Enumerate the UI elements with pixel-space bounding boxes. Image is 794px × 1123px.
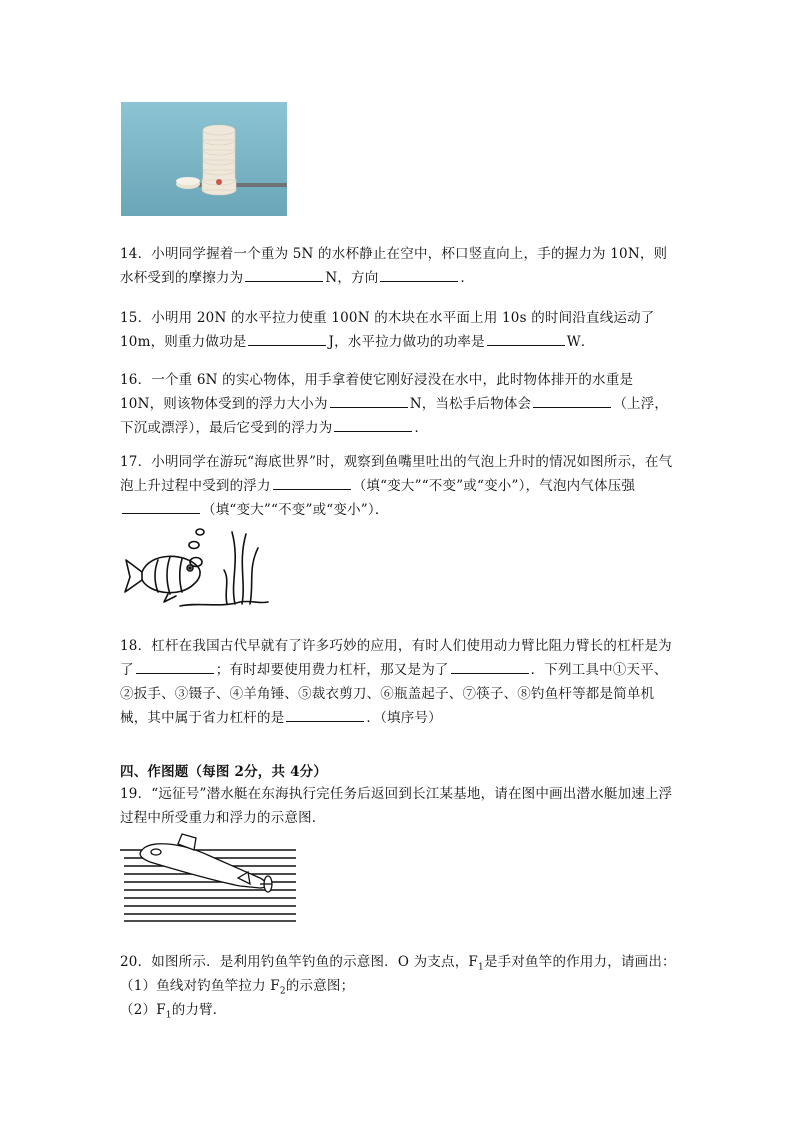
q15-blank-work[interactable] <box>248 331 326 346</box>
submarine-figure <box>120 832 300 924</box>
stacked-discs-photo <box>121 102 287 216</box>
q18-text-3: ．下列工具中①天平、②扳手、③镊子、④羊角锤、⑤裁衣剪刀、⑥瓶盖起子、⑦筷子、⑧钓鱼杆等都是简单机械，其中属于省力杠杆的是 <box>120 662 668 726</box>
q16-text-1: 16．一个重 6N 的实心物体，用手拿着使它刚好浸没在水中，此时物体排开的水重是 10N，则该物体受到的浮力大小为 <box>120 372 634 412</box>
q20-line-1a: 20．如图所示．是利用钓鱼竿钓鱼的示意图．O 为支点，F <box>120 954 479 970</box>
q14-text-1: 14．小明同学握着一个重为 5N 的水杯静止在空中，杯口竖直向上，手的握力为 10N，则水杯受到的摩擦力为 <box>120 246 668 286</box>
q18-text-2: ；有时却要使用费力杠杆，那又是为了 <box>215 662 449 678</box>
q14-text-2: N，方向 <box>325 270 379 286</box>
q15-text-1: 15．小明用 20N 的水平拉力使重 100N 的木块在水平面上用 10s 的时间沿直线运动了 10m，则重力做功是 <box>120 310 655 350</box>
question-14 <box>120 242 680 290</box>
q16-blank-motion[interactable] <box>533 393 611 408</box>
q20-line-3b: 的力臂． <box>171 1002 227 1018</box>
q20-line-2b: 的示意图； <box>285 978 355 994</box>
q18-text-4: ．（填序号） <box>366 710 442 726</box>
q15-text-2: J，水平拉力做功的功率是 <box>328 334 485 350</box>
q18-blank-purpose-2[interactable] <box>451 659 529 674</box>
q20-sub-3: 1 <box>165 1010 172 1021</box>
fish-bubbles-figure <box>120 522 270 612</box>
section-heading: 四、作图题（每图 2分，共 4分） <box>120 764 328 780</box>
q17-text-2: （填“变大”“不变”或“变小”），气泡内气体压强 <box>352 478 636 494</box>
q20-sub-1: 1 <box>478 962 484 973</box>
q18-text-1: 18．杠杆在我国古代早就有了许多巧妙的应用，有时人们使用动力臂比阻力臂长的杠杆是为了 <box>120 638 672 678</box>
question-20 <box>120 950 690 1022</box>
q16-blank-buoyancy[interactable] <box>330 393 408 408</box>
q17-blank-buoyancy[interactable] <box>273 475 351 490</box>
q20-line-1 <box>120 950 690 974</box>
q16-blank-final-buoyancy[interactable] <box>334 417 412 432</box>
q15-text-3: W． <box>566 334 595 350</box>
q20-line-3a: （2）F <box>120 1002 166 1018</box>
q20-line-2 <box>120 974 690 998</box>
q17-text-3: （填“变大”“不变”或“变小”）． <box>202 502 389 518</box>
question-19: 19．“远征号”潜水艇在东海执行完任务后返回到长江某基地，请在图中画出潜水艇加速上浮过程中所受重力和浮力的示意图． <box>120 786 673 826</box>
question-17 <box>120 450 680 522</box>
q20-line-3 <box>120 998 690 1022</box>
q17-text-1: 17．小明同学在游玩“海底世界”时，观察到鱼嘴里吐出的气泡上升时的情况如图所示，在气泡上升过程中受到的浮力 <box>120 454 673 494</box>
question-18 <box>120 634 680 730</box>
q16-text-2: N，当松手后物体会 <box>409 396 532 412</box>
q18-blank-tools[interactable] <box>286 707 364 722</box>
q14-text-3: ． <box>460 270 475 286</box>
q15-blank-power[interactable] <box>487 331 565 346</box>
q18-blank-purpose-1[interactable] <box>136 659 214 674</box>
q20-sub-2: 2 <box>279 986 286 997</box>
question-15 <box>120 306 680 354</box>
question-16 <box>120 368 680 440</box>
q17-blank-pressure[interactable] <box>122 499 200 514</box>
q20-line-1b: 是手对鱼竿的作用力，请画出： <box>483 954 676 970</box>
q16-text-4: ． <box>414 420 429 436</box>
q14-blank-friction[interactable] <box>245 267 323 282</box>
q14-blank-direction[interactable] <box>380 267 458 282</box>
q20-line-2a: （1）鱼线对钓鱼竿拉力 F <box>120 978 280 994</box>
q16-text-3: （上浮，下沉或漂浮），最后它受到的浮力为 <box>120 396 669 436</box>
